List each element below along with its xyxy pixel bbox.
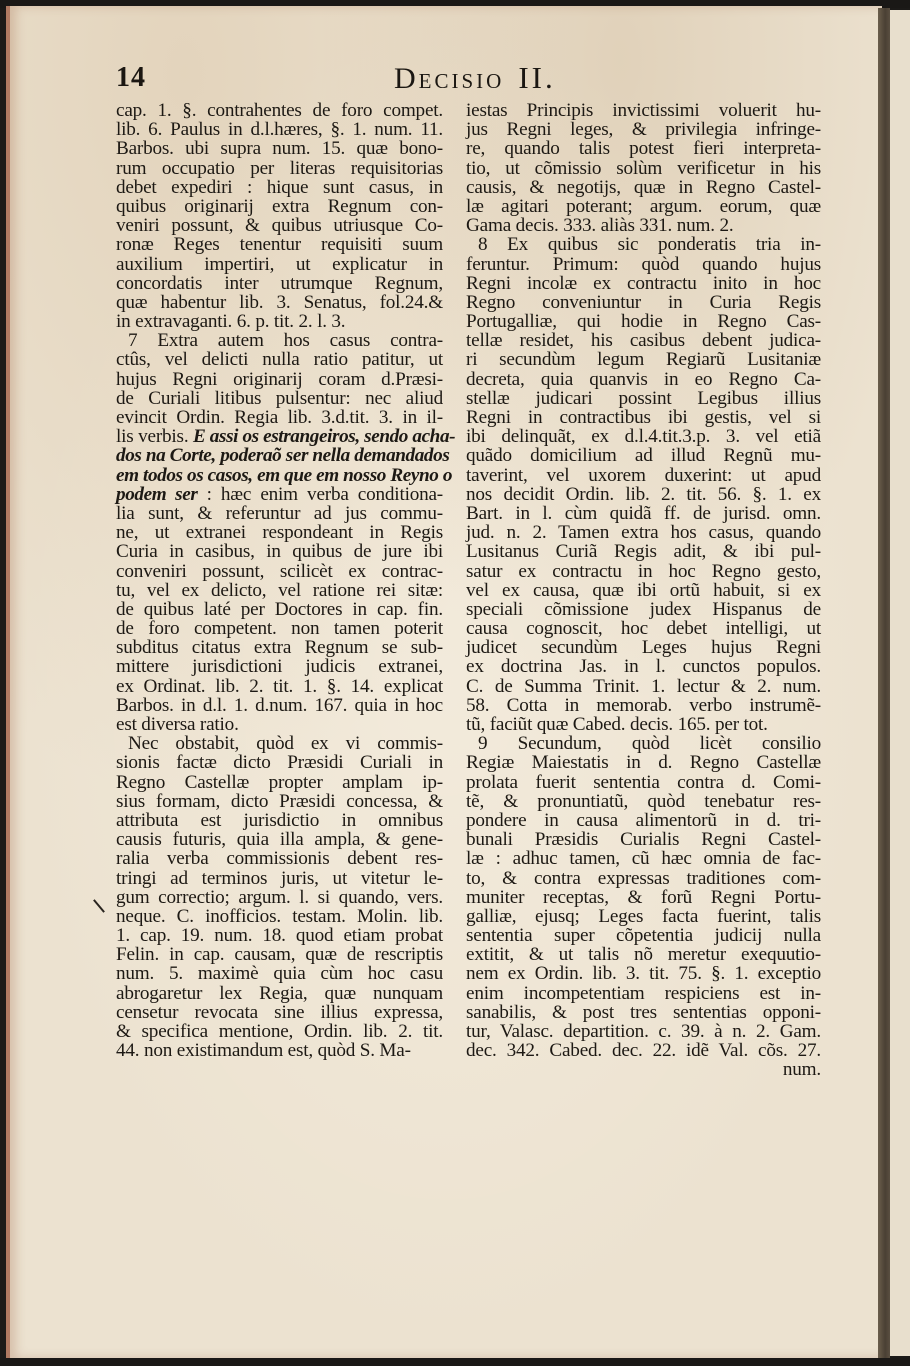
text-line: Gama decis. 333. aliàs 331. num. 2. (466, 215, 734, 237)
book-gutter (878, 8, 890, 1360)
running-title (394, 60, 556, 96)
text-line: mittere jurisdictioni judicis extranei, (116, 656, 443, 678)
portuguese-quotation: dos na Corte, poderaõ ser nella demandados (116, 445, 450, 467)
text-line: quãdo domicilium ad illud Regnũ mu- (466, 445, 821, 467)
text-line: de foro competent. non tamen poterit (116, 618, 443, 640)
text-line: tio, ut cõmissio solùm verificetur in his (466, 157, 821, 179)
text-line: num. 5. maximè quia cùm hoc casu (116, 963, 443, 985)
text-line: quæ habentur lib. 3. Senatus, fol.24.& (116, 291, 443, 313)
text-line: Lusitanus Curiã Regis adit, & ibi pul- (466, 541, 821, 563)
text-line: Barbos. ubi supra num. 15. quæ bono- (116, 138, 443, 160)
text-line: causis, & negotijs, quæ in Regno Castel- (466, 176, 821, 198)
text-line: re, quando talis potest fieri interpreta- (466, 138, 821, 160)
text-line: Regno conveniuntur in Curia Regis (466, 291, 821, 313)
text-line: tũ, faciũt quæ Cabed. decis. 165. per tot. (466, 714, 768, 735)
text-line: ri secundùm legum Regiarũ Lusitaniæ (466, 349, 821, 371)
text-line: feruntur. Primum: quòd quando hujus (466, 253, 821, 275)
text-line: sionis factæ dicto Præsidi Curiali in (116, 752, 443, 774)
text-line: taverint, vel uxorem duxerint: ut apud (466, 464, 821, 486)
text-line: enim incompetentiam respiciens est in- (466, 982, 821, 1004)
text-line: 44. non existimandum est, quòd S. Ma- (116, 1040, 411, 1062)
text-line: sanabilis, & post tres sententias opponi- (466, 1001, 821, 1023)
text-line: de quibus laté per Doctores in cap. fin. (116, 598, 443, 620)
text-line: læ agitari poterant; argum. eorum, quæ (466, 195, 821, 217)
text-line: concordatis inter utrumque Regnum, (116, 272, 443, 294)
text-line: ne, ut extranei respondeant in Regis (116, 522, 443, 544)
text-line: ctûs, vel delicti nulla ratio patitur, ut (116, 349, 443, 371)
text-line: speciali cõmissione judex Hispanus de (466, 598, 821, 620)
text-line: hujus Regni originarij coram d.Præsi- (116, 368, 443, 390)
text-line: causa cognoscit, hoc debet intelligi, ut (466, 618, 821, 640)
text-line: neque. C. inofficios. testam. Molin. lib. (116, 905, 443, 927)
text-line (116, 445, 450, 467)
text-line: decreta, quia quanvis in eo Regno Ca- (466, 368, 821, 390)
text-line: iestas Principis invictissimi voluerit hu- (466, 100, 821, 121)
text-line: tẽ, & pronuntiatũ, quòd tenebatur res- (466, 790, 821, 812)
text-line: cap. 1. §. contrahentes de foro compet. (116, 100, 443, 121)
running-title-text: Decisio (394, 62, 505, 95)
text-line: tringi ad terminos juris, ut vitetur le- (116, 867, 443, 889)
text-line: to, & contra expressas traditiones com- (466, 867, 821, 889)
text-line: tu, vel ex delicto, vel ratione rei sitæ: (116, 579, 443, 601)
text-line: sententia super cõpetentia judicij nulla (466, 925, 821, 947)
text-line: Regni in contractibus ibi gestis, vel si (466, 407, 821, 428)
page-number: 14 (116, 62, 146, 93)
text-line: extitit, & ut talis nõ meretur exequutio- (466, 944, 821, 966)
text-line: 9 Secundum, quòd licèt consilio (478, 733, 821, 755)
text-line: evincit Ordin. Regia lib. 3.d.tit. 3. in il- (116, 407, 443, 428)
text-line: quibus originarij extra Regnum con- (116, 195, 443, 217)
text-line: ibi delinquãt, ex d.l.4.tit.3.p. 3. vel etiã (466, 426, 821, 448)
text-line (116, 464, 453, 486)
text-line: ex doctrina Jas. in l. cunctos populos. (466, 656, 821, 678)
text-line: læ : adhuc tamen, cũ hæc omnia de fac- (466, 848, 821, 870)
portuguese-quotation: E assi os estrangeiros, sendo acha- (193, 426, 456, 448)
text-line: Curia in casibus, in quibus de jure ibi (116, 541, 443, 563)
text-line: bunali Præsidis Curialis Regni Castel- (466, 829, 821, 851)
text-line: abrogaretur lex Regia, quæ nunquam (116, 982, 443, 1004)
portuguese-quotation: podem ser (116, 483, 198, 505)
text-line: lia sunt, & referuntur ad jus commu- (116, 502, 443, 524)
left-text-column (116, 100, 456, 1062)
text-line: muniter receptas, & forũ Regni Portu- (466, 886, 821, 908)
text-line: attributa est jurisdictio in omnibus (116, 809, 443, 831)
text-line: censetur revocata sine illius expressa, (116, 1001, 443, 1023)
text-line: causis futuris, quia illa ampla, & gene- (116, 829, 443, 851)
text-line: num. (782, 1059, 821, 1081)
text-line: Felin. in cap. causam, quæ de rescriptis (116, 944, 443, 966)
text-line: conveniri possunt, scilicèt ex contrac- (116, 560, 443, 582)
adjacent-page-edge (890, 10, 910, 1356)
text-line: satur ex contractu in hoc Regno gesto, (466, 560, 821, 582)
text-line: lis verbis. E assi os estrangeiros, sendo acha- (116, 426, 456, 448)
running-head (116, 60, 836, 100)
text-line: jud. n. 2. Tamen extra hos casus, quando (466, 522, 821, 544)
text-line: tur, Valasc. departition. c. 39. à n. 2. Gam. (466, 1021, 821, 1042)
text-line: tellæ residet, his casibus debent judica- (466, 330, 821, 352)
text-line: stellæ judicari possint Legibus illius (466, 387, 821, 409)
text-line: judicet secundùm Leges hujus Regni (466, 637, 821, 659)
text-line: Barbos. in d.l. 1. d.num. 167. quia in hoc (116, 694, 443, 716)
text-line: pondere in causa alimentorũ in d. tri- (466, 809, 821, 831)
text-line: auxilium impertiri, ut explicatur in (116, 253, 443, 275)
text-line: nem ex Ordin. lib. 3. tit. 75. §. 1. exceptio (466, 963, 821, 985)
text-line: vel ex causa, quæ ibi ortũ habuit, si ex (466, 579, 821, 601)
text-line: 58. Cotta in memorab. verbo instrumẽ- (466, 694, 821, 716)
text-line: de Curiali litibus pulsentur: nec aliud (116, 387, 443, 409)
right-text-column (466, 101, 821, 1080)
text-line: Nec obstabit, quòd ex vi commis- (128, 733, 443, 755)
text-line: est diversa ratio. (116, 714, 239, 735)
text-line: debet expediri : hique sunt casus, in (116, 176, 443, 198)
text-line: Regni incolæ ex contractu inito in hoc (466, 272, 821, 294)
scan-bottom-edge (0, 1358, 910, 1366)
text-line: galliæ, ejusq; Leges facta fuerint, talis (466, 905, 821, 927)
decision-number: II. (518, 60, 556, 95)
text-line: gum correctio; argum. l. si quando, vers. (116, 886, 443, 908)
text-line: dec. 342. Cabed. dec. 22. idẽ Val. cõs. 27. (466, 1040, 821, 1062)
text-line: 1. cap. 19. num. 18. quod etiam probat (116, 925, 443, 947)
text-line: C. de Summa Trinit. 1. lectur & 2. num. (466, 675, 821, 697)
text-line: Regiæ Maiestatis in d. Regno Castellæ (466, 752, 821, 774)
text-line: Portugalliæ, qui hodie in Regno Cas- (466, 311, 821, 333)
text-line: lib. 6. Paulus in d.l.hæres, §. 1. num. 11. (116, 119, 443, 141)
text-line: podem ser : hæc enim verba conditiona- (116, 483, 443, 505)
text-line: sius formam, dicto Præsidi concessa, & (116, 790, 443, 812)
text-line: & specifica mentione, Ordin. lib. 2. tit. (116, 1021, 443, 1042)
text-line: prolata fuerit sententia contra d. Comi- (466, 771, 821, 793)
text-line: Bart. in l. cùm quidã ff. de jurisd. omn. (466, 502, 821, 524)
text-line: 7 Extra autem hos casus contra- (128, 330, 443, 352)
text-line: 8 Ex quibus sic ponderatis tria in- (478, 234, 821, 256)
text-line: jus Regni leges, & privilegia infringe- (466, 119, 821, 141)
text-line: nos decidit Ordin. lib. 2. tit. 56. §. 1. ex (466, 483, 821, 505)
text-line: veniri possunt, & quibus utriusque Co- (116, 215, 443, 237)
portuguese-quotation: em todos os casos, em que em nosso Reyno o (116, 464, 453, 486)
text-line: ex Ordinat. lib. 2. tit. 1. §. 14. explicat (116, 675, 443, 697)
text-line: in extravaganti. 6. p. tit. 2. l. 3. (116, 311, 346, 333)
text-line: ralia verba commissionis debent res- (116, 848, 443, 870)
text-line: subditus citatus extra Regnum se sub- (116, 637, 443, 659)
text-line: Regno Castellæ propter amplam ip- (116, 771, 443, 793)
text-line: ronæ Reges tenentur requisiti suum (116, 234, 443, 256)
text-line: rum occupatio per literas requisitorias (116, 157, 443, 179)
